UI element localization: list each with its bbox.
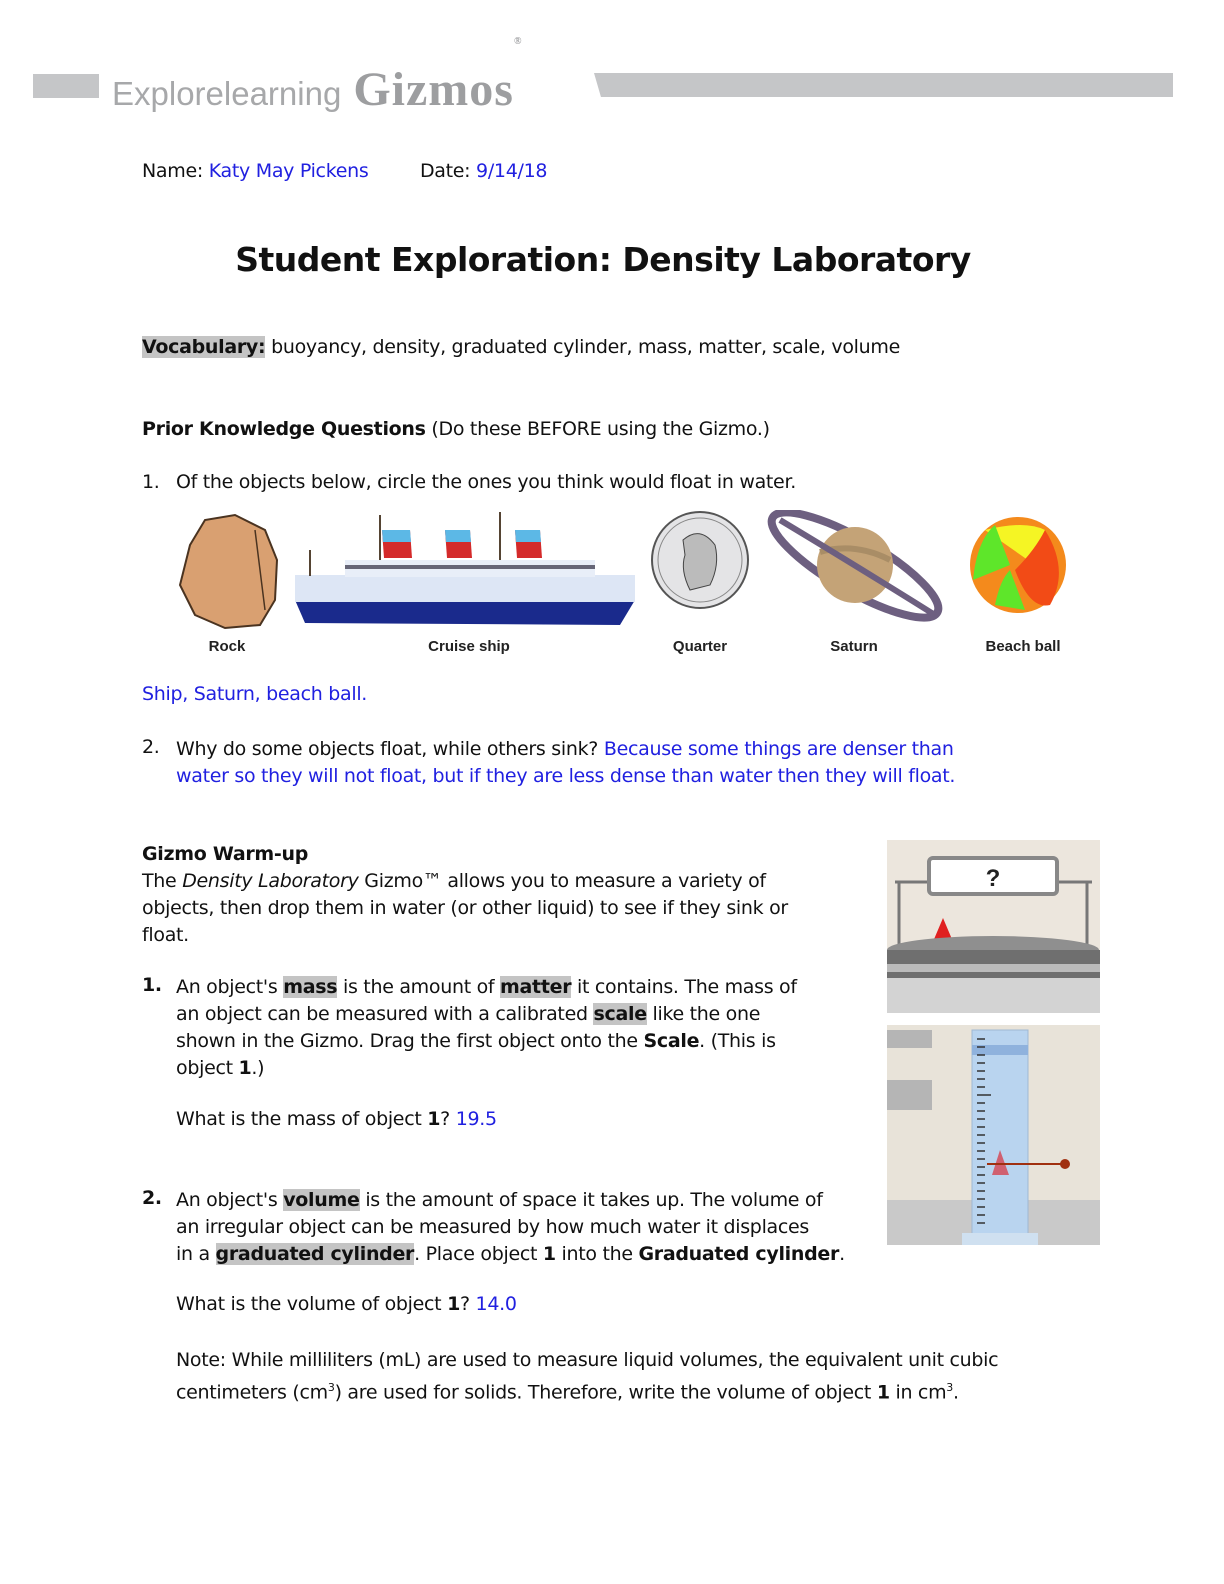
header-right-bar <box>594 73 1173 97</box>
graduated-cylinder-screenshot <box>887 1025 1100 1245</box>
question-text: Why do some objects float, while others sink? <box>176 738 599 760</box>
answer-line-2: water so they will not float, but if they are less dense than water then they will float. <box>176 765 956 787</box>
text: . (This is <box>699 1030 776 1052</box>
term-mass: mass <box>283 976 338 998</box>
quarter-image <box>652 512 748 608</box>
object-ref: 1 <box>542 1243 556 1265</box>
rock-image <box>180 515 277 628</box>
mass-prompt <box>176 1108 497 1130</box>
name-date-line <box>142 160 547 182</box>
question-number: 1. <box>142 974 162 996</box>
prior-knowledge-title: Prior Knowledge Questions <box>142 418 426 440</box>
text: ? <box>440 1108 450 1130</box>
question-number: 2. <box>142 736 160 758</box>
volume-note <box>176 1347 998 1406</box>
beach-ball-image <box>970 517 1066 613</box>
objects-illustration <box>165 510 1075 635</box>
prior-knowledge-subtitle: (Do these BEFORE using the Gizmo.) <box>431 418 770 440</box>
text: shown in the Gizmo. Drag the first object onto the <box>176 1030 644 1052</box>
warmup-question-1 <box>142 974 797 1079</box>
text: an irregular object can be measured by how much water it displaces <box>176 1216 810 1238</box>
text: it contains. The mass of <box>571 976 797 998</box>
term-matter: matter <box>500 976 572 998</box>
text: in a <box>176 1243 216 1265</box>
term-volume: volume <box>283 1189 360 1211</box>
object-label-quarter: Quarter <box>672 638 728 655</box>
text: . <box>839 1243 845 1265</box>
question-text: Of the objects below, circle the ones you think would float in water. <box>176 471 796 493</box>
text: What is the volume of object <box>176 1293 448 1315</box>
registered-mark: ® <box>513 36 523 47</box>
object-ref: 1 <box>427 1108 441 1130</box>
answer-line-1: Because some things are denser than <box>603 738 954 760</box>
scale-screenshot <box>887 840 1100 1013</box>
intro-text: The <box>142 870 183 892</box>
cylinder-ref: Graduated cylinder <box>638 1243 840 1265</box>
object-label-beach-ball: Beach ball <box>985 638 1061 655</box>
mass-answer: 19.5 <box>455 1108 497 1130</box>
level-indicator-handle[interactable] <box>1060 1159 1070 1169</box>
cruise-ship-image <box>295 512 635 625</box>
object-label-cruise-ship: Cruise ship <box>428 638 510 655</box>
float-objects-figure <box>165 510 1075 660</box>
question-body <box>176 1187 845 1268</box>
text: ) are used for solids. Therefore, write the volume of object <box>334 1381 877 1404</box>
text: .) <box>251 1057 265 1079</box>
superscript: 3 <box>327 1381 335 1394</box>
text: object <box>176 1057 239 1079</box>
brand-gizmos-text: Gizmos <box>353 63 514 116</box>
text: What is the mass of object <box>176 1108 428 1130</box>
vocabulary-label: Vocabulary: <box>142 336 266 358</box>
text: into the <box>555 1243 639 1265</box>
scale-readout: ? <box>985 865 1001 892</box>
text: . Place object <box>414 1243 543 1265</box>
prior-knowledge-heading <box>142 418 770 440</box>
volume-prompt <box>176 1293 517 1315</box>
explorelearning-gizmos-logo <box>112 36 523 116</box>
text: is the amount of space it takes up. The volume of <box>359 1189 823 1211</box>
text: like the one <box>646 1003 761 1025</box>
date-label: Date: <box>419 160 471 182</box>
vocabulary-terms: buoyancy, density, graduated cylinder, mass, matter, scale, volume <box>271 336 900 358</box>
superscript: 3 <box>946 1381 953 1394</box>
date-value: 9/14/18 <box>476 160 548 182</box>
page-title: Student Exploration: Density Laboratory <box>235 240 971 279</box>
brand-gizmos <box>353 36 523 117</box>
warmup-question-2 <box>142 1187 845 1265</box>
intro-line-1 <box>142 868 788 895</box>
question-body <box>176 974 797 1082</box>
object-label-saturn: Saturn <box>830 638 878 655</box>
note-line-2 <box>176 1374 998 1406</box>
object-ref: 1 <box>447 1293 460 1315</box>
vocabulary-line <box>142 336 900 358</box>
intro-line-3: float. <box>142 924 189 946</box>
saturn-image <box>760 510 951 635</box>
intro-text: Gizmo™ allows you to measure a variety of <box>358 870 766 892</box>
intro-line-2: objects, then drop them in water (or other liquid) to see if they sink or <box>142 897 788 919</box>
question-number: 2. <box>142 1187 162 1209</box>
text: . <box>953 1381 959 1404</box>
object-ref: 1 <box>238 1057 252 1079</box>
text: An object's <box>176 1189 284 1211</box>
text: An object's <box>176 976 284 998</box>
text: an object can be measured with a calibrated <box>176 1003 594 1025</box>
brand-explorelearning: Explorelearning <box>112 75 342 112</box>
volume-answer: 14.0 <box>475 1293 517 1315</box>
name-value: Katy May Pickens <box>208 160 369 182</box>
prior-answer-1: Ship, Saturn, beach ball. <box>142 683 368 705</box>
term-graduated-cylinder: graduated cylinder <box>215 1243 415 1265</box>
note-line-1: Note: While milliliters (mL) are used to measure liquid volumes, the equivalent unit cubic <box>176 1349 999 1371</box>
term-scale: scale <box>593 1003 647 1025</box>
text: ? <box>460 1293 470 1315</box>
scale-ref: Scale <box>643 1030 700 1052</box>
gizmo-name: Density Laboratory <box>182 870 359 892</box>
text: in cm <box>889 1381 947 1404</box>
question-line-1 <box>176 736 954 763</box>
text: centimeters (cm <box>176 1381 328 1404</box>
warmup-intro <box>142 868 788 949</box>
object-label-rock: Rock <box>208 638 246 655</box>
name-label: Name: <box>142 160 203 182</box>
object-ref: 1 <box>876 1381 890 1404</box>
warmup-heading: Gizmo Warm-up <box>142 843 309 865</box>
question-number: 1. <box>142 471 160 493</box>
text: is the amount of <box>337 976 501 998</box>
header-left-bar <box>33 74 99 98</box>
